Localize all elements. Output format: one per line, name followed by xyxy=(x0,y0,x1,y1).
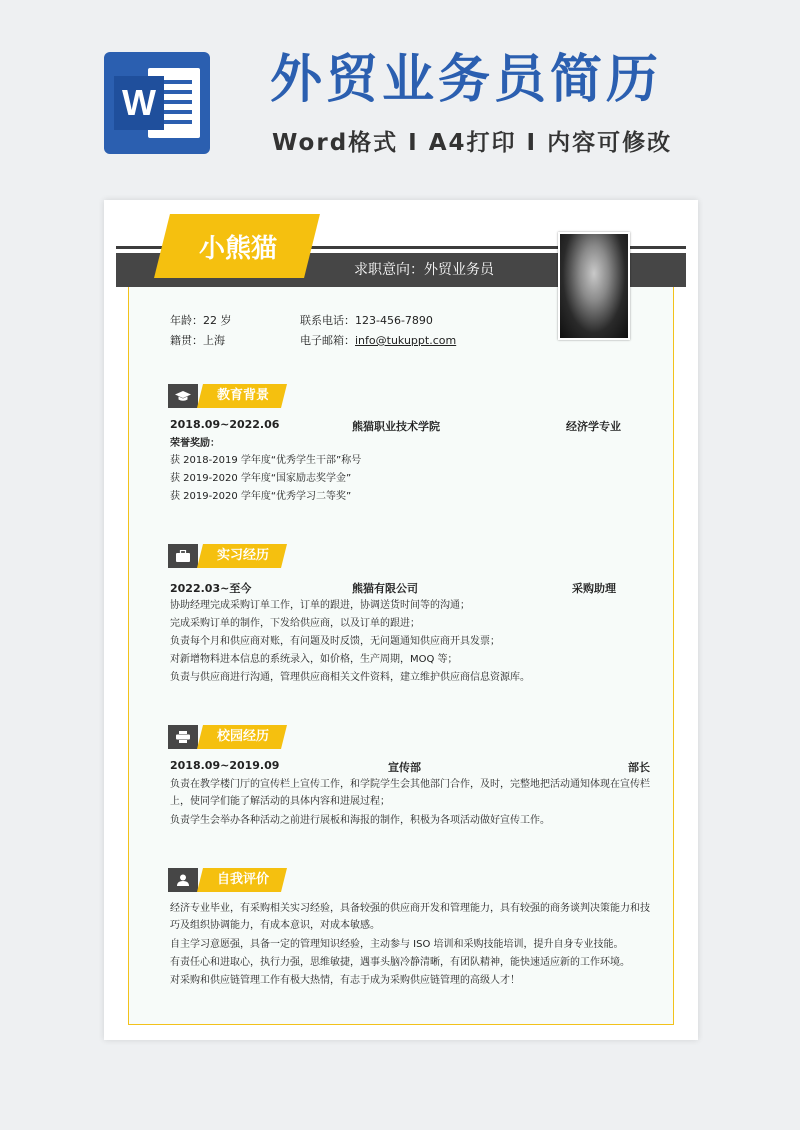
section-education-label: 教育背景 xyxy=(216,388,269,403)
graduation-cap-icon xyxy=(168,384,198,408)
campus-period: 2018.09~2019.09 xyxy=(170,759,280,772)
campus-dept: 宣传部 xyxy=(388,761,421,774)
edu-major: 经济学专业 xyxy=(566,420,621,433)
edu-period: 2018.09~2022.06 xyxy=(170,418,280,431)
intern-line-5: 负责与供应商进行沟通，管理供应商相关文件资料，建立维护供应商信息资源库。 xyxy=(170,672,530,683)
edu-honor-2: 获 2019-2020 学年度“国家励志奖学金” xyxy=(170,473,352,484)
section-campus-heading xyxy=(168,725,290,749)
info-hometown: 籍贯：上海 xyxy=(170,334,225,347)
word-logo-icon xyxy=(104,52,210,154)
profile-photo xyxy=(558,232,630,340)
intern-role: 采购助理 xyxy=(572,582,616,595)
banner-title: 外贸业务员简历 xyxy=(270,50,663,110)
campus-role: 部长 xyxy=(628,761,650,774)
section-education-heading xyxy=(168,384,290,408)
word-logo-letter: W xyxy=(114,76,164,130)
intern-line-1: 协助经理完成采购订单工作，订单的跟进，协调送货时间等的沟通； xyxy=(170,600,470,611)
self-line-4: 对采购和供应链管理工作有极大热情，有志于成为采购供应链管理的高级人才！ xyxy=(170,975,520,986)
edu-honor-3: 获 2019-2020 学年度“优秀学习二等奖” xyxy=(170,491,352,502)
section-internship-label: 实习经历 xyxy=(216,548,269,563)
job-intent: 求职意向：外贸业务员 xyxy=(354,262,494,278)
printer-icon xyxy=(168,725,198,749)
edu-honor-1: 获 2018-2019 学年度“优秀学生干部”称号 xyxy=(170,455,362,466)
resume-page xyxy=(104,200,698,1040)
section-campus-label: 校园经历 xyxy=(216,729,269,744)
info-email-row xyxy=(300,332,456,348)
section-internship-heading xyxy=(168,544,290,568)
banner-subtitle: Word格式 I A4打印 I 内容可修改 xyxy=(272,130,673,156)
info-email-label: 电子邮箱： xyxy=(300,334,355,347)
section-self-heading xyxy=(168,868,290,892)
briefcase-icon xyxy=(168,544,198,568)
campus-line-2: 负责学生会举办各种活动之前进行展板和海报的制作，积极为各项活动做好宣传工作。 xyxy=(170,815,550,826)
self-line-3: 有责任心和进取心，执行力强，思维敏捷，遇事头脑冷静清晰，有团队精神，能快速适应新的工作环境。 xyxy=(170,957,630,968)
intern-line-3: 负责每个月和供应商对账，有问题及时反馈，无问题通知供应商开具发票； xyxy=(170,636,500,647)
edu-school: 熊猫职业技术学院 xyxy=(352,420,440,433)
campus-line-1: 负责在教学楼门厅的宣传栏上宣传工作，和学院学生会其他部门合作，及时，完整地把活动通知体现在宣传栏上，使同学们能了解活动的具体内容和进展过程； xyxy=(170,779,650,807)
info-phone: 联系电话：123-456-7890 xyxy=(300,314,433,327)
intern-period: 2022.03~至今 xyxy=(170,582,252,595)
person-icon xyxy=(168,868,198,892)
intern-line-4: 对新增物料进本信息的系统录入，如价格，生产周期，MOQ 等； xyxy=(170,654,458,665)
self-line-1: 经济专业毕业，有采购相关实习经验，具备较强的供应商开发和管理能力，具有较强的商务谈判决策能力和技巧及组织协调能力，有成本意识，对成本敏感。 xyxy=(170,903,650,931)
intern-line-2: 完成采购订单的制作，下发给供应商，以及订单的跟进； xyxy=(170,618,420,629)
email-link[interactable]: info@tukuppt.com xyxy=(355,334,457,347)
banner xyxy=(0,0,800,190)
candidate-name: 小熊猫 xyxy=(198,233,277,264)
edu-honors-label: 荣誉奖励： xyxy=(170,438,220,449)
self-line-2: 自主学习意愿强，具备一定的管理知识经验，主动参与 ISO 培训和采购技能培训，提升自身专业技能。 xyxy=(170,939,624,950)
section-self-label: 自我评价 xyxy=(216,872,269,887)
intern-company: 熊猫有限公司 xyxy=(352,582,418,595)
info-age: 年龄：22 岁 xyxy=(170,314,232,327)
